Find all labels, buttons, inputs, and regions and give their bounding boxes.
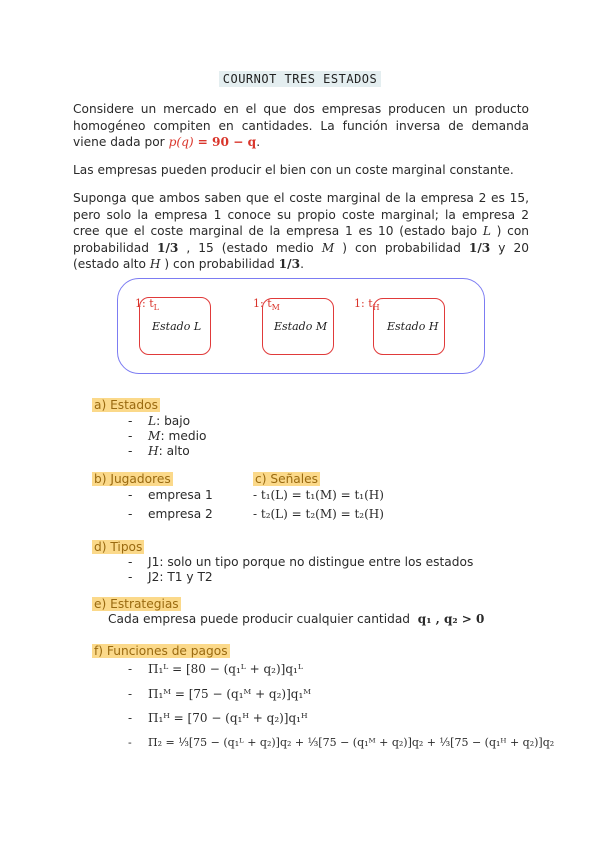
state-m-label: Estado M <box>274 320 328 333</box>
state-h-tag: 1: $t_H$ <box>354 297 380 313</box>
section-f-heading: f) Funciones de pagos <box>94 644 228 658</box>
section-d-heading: d) Tipos <box>94 540 143 554</box>
list-item: - J2: T1 y T2 <box>128 570 213 584</box>
state-l-label: Estado L <box>152 320 202 333</box>
list-item: - J1: solo un tipo porque no distingue entre los estados <box>128 555 474 569</box>
list-item: - L: bajo <box>128 414 191 428</box>
signal-equation-1: - t₁(L) = t₁(M) = t₁(H) <box>253 488 384 502</box>
list-item: - empresa 1 <box>128 488 213 502</box>
section-b-heading: b) Jugadores <box>94 472 171 486</box>
demand-function-rhs: = 90 − q <box>197 135 257 149</box>
list-item: - M: medio <box>128 429 207 443</box>
list-item: - H: alto <box>128 444 190 458</box>
payoff-equation-3: - Π₁ᴴ = [70 − (q₁ᴴ + q₂)]q₁ᴴ <box>128 711 308 725</box>
signal-equation-2: - t₂(L) = t₂(M) = t₂(H) <box>253 507 384 521</box>
strategies-text: Cada empresa puede producir cualquier cantidad q₁ , q₂ > 0 <box>108 612 485 626</box>
intro-paragraph: Considere un mercado en el que dos empresas producen un producto homogéneo compiten en cantidades. La función inversa de demanda viene dada por p(q) = 90 − q. <box>73 102 529 149</box>
section-c-heading: c) Señales <box>255 472 318 486</box>
section-e-heading: e) Estrategias <box>94 597 179 611</box>
section-a-heading: a) Estados <box>94 398 158 412</box>
state-m-tag: 1: $t_M$ <box>253 297 280 313</box>
demand-function-lhs: p(q) <box>168 135 194 149</box>
payoff-equation-2: - Π₁ᴹ = [75 − (q₁ᴹ + q₂)]q₁ᴹ <box>128 687 312 701</box>
page-title: COURNOT TRES ESTADOS <box>0 72 600 86</box>
state-h-label: Estado H <box>387 320 439 333</box>
cost-paragraph: Las empresas pueden producir el bien con un coste marginal constante. <box>73 163 514 177</box>
payoff-equation-4: - Π₂ = ⅓[75 − (q₁ᴸ + q₂)]q₂ + ⅓[75 − (q₁ᴹ + q₂)]q₂ + ⅓[75 − (q₁ᴴ + q₂)]q₂ <box>128 736 555 749</box>
state-l-tag: 1: $t_L$ <box>135 297 159 313</box>
payoff-equation-1: - Π₁ᴸ = [80 − (q₁ᴸ + q₂)]q₁ᴸ <box>128 662 303 676</box>
list-item: - empresa 2 <box>128 507 213 521</box>
probability-paragraph: Suponga que ambos saben que el coste marginal de la empresa 2 es 15, pero solo la empresa 1 conoce su propio coste marginal; la empresa 2 cree que el coste marginal de la empresa 1 es 10 (estado bajo L ) con probabilidad 1/3 , 15 (estado medio M ) con probabilidad 1/3 y 20 (estado alto H ) con probabilidad 1/3. <box>73 191 530 271</box>
